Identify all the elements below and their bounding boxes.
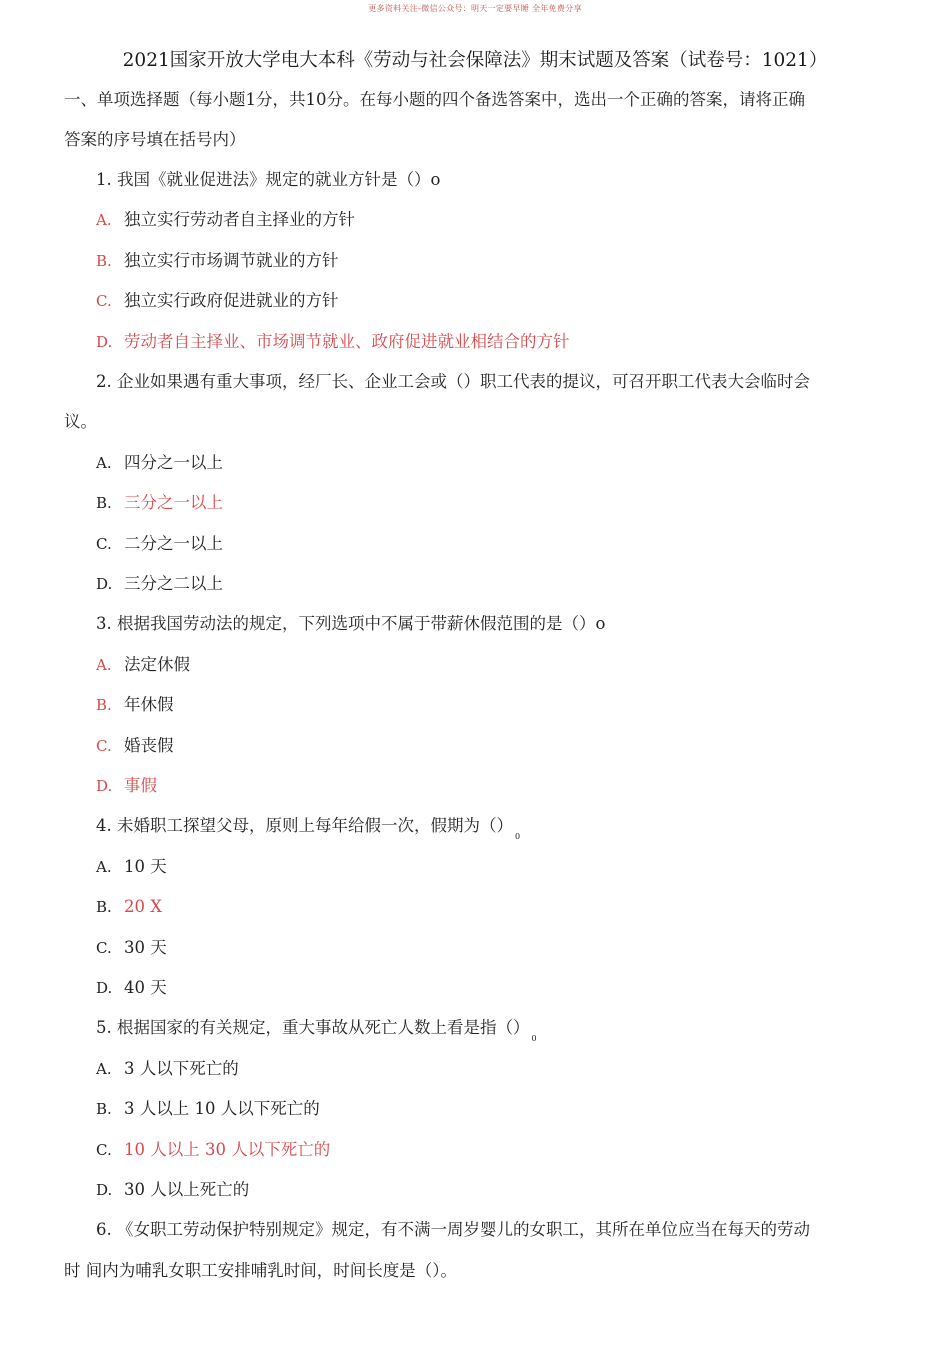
question-4-option-c — [96, 936, 167, 960]
option-letter: C. — [96, 292, 112, 310]
question-3-option-a — [96, 653, 190, 677]
question-4-option-d — [96, 976, 167, 1000]
option-letter: C. — [96, 939, 112, 957]
option-letter: C. — [96, 737, 112, 755]
section-instructions-line-1: 一、单项选择题（每小题1分，共10分。在每小题的四个备选答案中，选出一个正确的答案，请将正确 — [64, 90, 805, 109]
document-title: 2021国家开放大学电大本科《劳动与社会保障法》期末试题及答案（试卷号：1021） — [122, 50, 828, 71]
option-text: 10 天 — [124, 857, 167, 876]
option-text: 3 人以下死亡的 — [124, 1059, 239, 1078]
header-note: 更多资料关注-微信公众号：明天一定要早睡 全年免费分享 — [368, 4, 582, 13]
option-letter: D. — [96, 979, 113, 997]
option-text: 独立实行政府促进就业的方针 — [124, 291, 339, 310]
option-text: 劳动者自主择业、市场调节就业、政府促进就业相结合的方针 — [124, 332, 570, 351]
option-letter: B. — [96, 494, 112, 512]
option-letter: A. — [96, 656, 112, 674]
question-1-option-d — [96, 330, 570, 354]
option-text: 30 人以上死亡的 — [124, 1180, 250, 1199]
question-2-option-c — [96, 532, 223, 556]
question-2-option-b — [96, 491, 223, 515]
option-text: 3 人以上 10 人以下死亡的 — [124, 1099, 320, 1118]
question-3-stem: 3. 根据我国劳动法的规定，下列选项中不属于带薪休假范围的是（）o — [96, 614, 606, 633]
option-text: 10 人以上 30 人以下死亡的 — [124, 1140, 331, 1159]
option-letter: A. — [96, 211, 112, 229]
option-text: 三分之一以上 — [124, 493, 223, 512]
question-1-stem: 1. 我国《就业促进法》规定的就业方针是（）o — [96, 170, 441, 189]
question-5-option-c — [96, 1138, 330, 1162]
question-5-stem-text: 5. 根据国家的有关规定，重大事故从死亡人数上看是指（） — [96, 1018, 530, 1037]
option-letter: D. — [96, 777, 113, 795]
question-2-stem: 2. 企业如果遇有重大事项，经厂长、企业工会或（）职工代表的提议，可召开职工代表大会临时会 — [96, 372, 810, 391]
option-letter: B. — [96, 252, 112, 270]
question-4-option-a — [96, 855, 167, 879]
question-5-option-a — [96, 1057, 239, 1081]
question-3-option-c — [96, 734, 174, 758]
option-text: 独立实行市场调节就业的方针 — [124, 251, 339, 270]
question-5-stem-mark: 0 — [531, 1034, 537, 1043]
option-letter: A. — [96, 454, 112, 472]
option-letter: C. — [96, 535, 112, 553]
option-letter: A. — [96, 858, 112, 876]
section-instructions-line-2: 答案的序号填在括号内） — [64, 130, 246, 149]
question-4-option-b — [96, 895, 162, 919]
option-letter: C. — [96, 1141, 112, 1159]
question-4-stem-mark: 0 — [515, 832, 521, 841]
question-2-stem-continued: 议。 — [64, 412, 97, 431]
option-text: 20 X — [124, 897, 162, 916]
option-text: 二分之一以上 — [124, 534, 223, 553]
question-1-option-b — [96, 249, 339, 273]
question-1-option-c — [96, 289, 339, 313]
option-letter: B. — [96, 898, 112, 916]
option-text: 事假 — [124, 776, 157, 795]
option-text: 婚丧假 — [124, 736, 174, 755]
option-text: 三分之二以上 — [124, 574, 223, 593]
question-2-option-d — [96, 572, 223, 596]
option-text: 四分之一以上 — [124, 453, 223, 472]
question-6-stem: 6. 《女职工劳动保护特别规定》规定，有不满一周岁婴儿的女职工，其所在单位应当在每天的劳动 — [96, 1220, 810, 1239]
question-3-option-d — [96, 774, 157, 798]
option-letter: D. — [96, 333, 113, 351]
question-4-stem — [96, 814, 520, 849]
question-6-stem-continued: 时 间内为哺乳女职工安排哺乳时间，时间长度是（）。 — [64, 1261, 457, 1280]
option-text: 40 天 — [124, 978, 167, 997]
option-text: 年休假 — [124, 695, 174, 714]
option-letter: D. — [96, 575, 113, 593]
question-5-option-d — [96, 1178, 249, 1202]
option-letter: B. — [96, 1100, 112, 1118]
option-letter: D. — [96, 1181, 113, 1199]
question-5-stem — [96, 1016, 537, 1051]
option-text: 独立实行劳动者自主择业的方针 — [124, 210, 355, 229]
question-2-option-a — [96, 451, 223, 475]
option-letter: B. — [96, 696, 112, 714]
option-text: 30 天 — [124, 938, 167, 957]
option-letter: A. — [96, 1060, 112, 1078]
question-4-stem-text: 4. 未婚职工探望父母，原则上每年给假一次，假期为（） — [96, 816, 513, 835]
question-5-option-b — [96, 1097, 320, 1121]
option-text: 法定休假 — [124, 655, 190, 674]
question-1-option-a — [96, 208, 355, 232]
question-3-option-b — [96, 693, 174, 717]
